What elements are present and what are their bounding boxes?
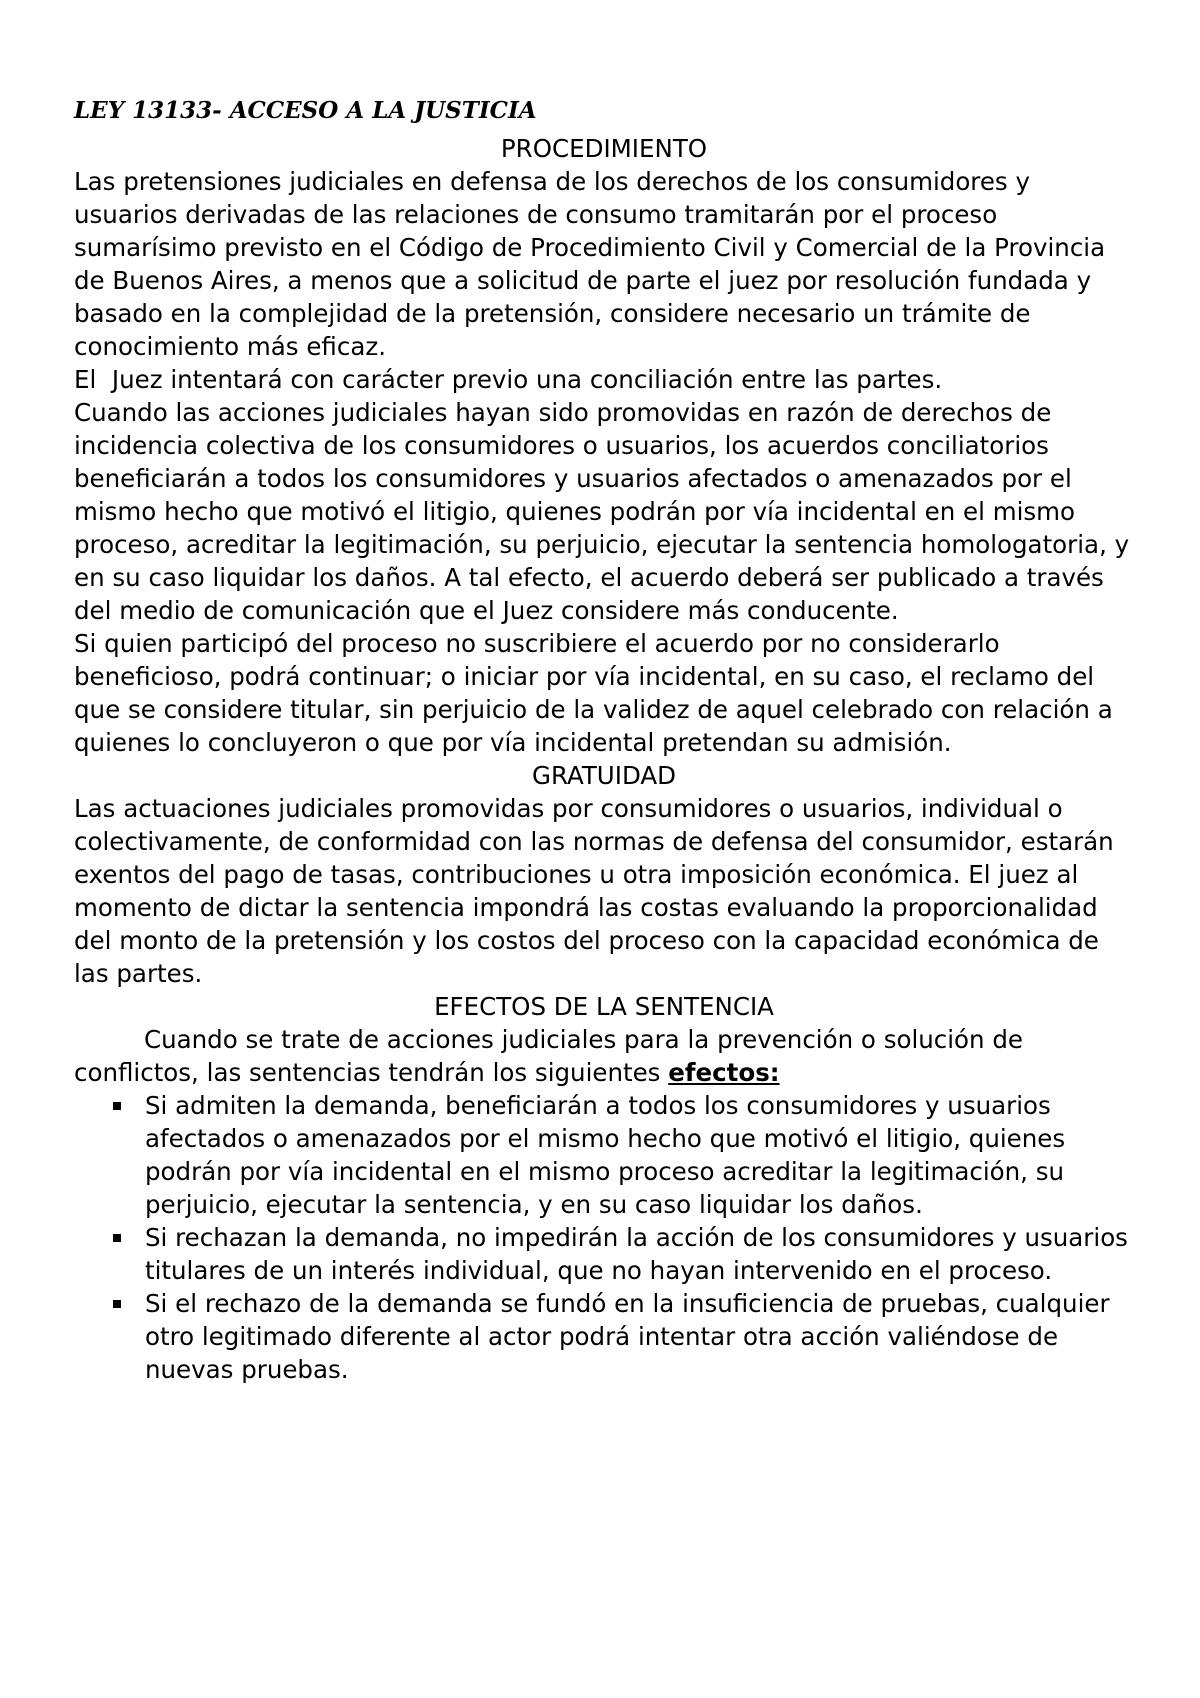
list-item bbox=[74, 1221, 1134, 1287]
heading-efectos: EFECTOS DE LA SENTENCIA bbox=[434, 992, 774, 1021]
heading-gratuidad: GRATUIDAD bbox=[531, 761, 677, 790]
paragraph-procedimiento-1: Las pretensiones judiciales en defensa de los derechos de los consumidores y usuarios derivadas de las relaciones de consumo tramitarán por el proceso sumarísimo previsto en el Código de Procedimiento Civil y Comercial de la Provincia de Buenos Aires, a menos que a solicitud de parte el juez por resolución fundada y basado en la complejidad de la pretensión, considere necesario un trámite de conocimiento más eficaz. bbox=[74, 167, 1106, 361]
list-item-text: Si el rechazo de la demanda se fundó en la insuficiencia de pruebas, cualquier otro legitimado diferente al actor podrá intentar otra acción valiéndose de nuevas pruebas. bbox=[145, 1289, 1110, 1384]
list-item-text: Si rechazan la demanda, no impedirán la acción de los consumidores y usuarios titulares de un interés individual, que no hayan intervenido en el proceso. bbox=[145, 1223, 1128, 1285]
list-item bbox=[74, 1287, 1134, 1386]
efectos-list bbox=[74, 1089, 1134, 1386]
paragraph-procedimiento-2: El Juez intentará con carácter previo una conciliación entre las partes. bbox=[74, 365, 943, 394]
paragraph-procedimiento-4: Si quien participó del proceso no suscribiere el acuerdo por no considerarlo beneficioso, podrá continuar; o iniciar por vía incidental, en su caso, el reclamo del que se considere titular, sin perjuicio de la validez de aquel celebrado con relación a quienes lo concluyeron o que por vía incidental pretendan su admisión. bbox=[74, 629, 1113, 757]
list-item-text: Si admiten la demanda, beneficiarán a todos los consumidores y usuarios afectados o amenazados por el mismo hecho que motivó el litigio, quienes podrán por vía incidental en el mismo proceso acreditar la legitimación, su perjuicio, ejecutar la sentencia, y en su caso liquidar los daños. bbox=[145, 1091, 1066, 1219]
square-bullet-icon bbox=[113, 1300, 121, 1308]
paragraph-procedimiento-3: Cuando las acciones judiciales hayan sido promovidas en razón de derechos de incidencia colectiva de los consumidores o usuarios, los acuerdos conciliatorios beneficiarán a todos los consumidores y usuarios afectados o amenazados por el mismo hecho que motivó el litigio, quienes podrán por vía incidental en el mismo proceso, acreditar la legitimación, su perjuicio, ejecutar la sentencia homologatoria, y en su caso liquidar los daños. A tal efecto, el acuerdo deberá ser publicado a través del medio de comunicación que el Juez considere más conducente. bbox=[74, 398, 1130, 625]
efectos-emphasis: efectos: bbox=[668, 1058, 780, 1087]
document-title: LEY 13133- ACCESO A LA JUSTICIA bbox=[74, 97, 537, 124]
document-page bbox=[74, 92, 1134, 1386]
paragraph-efectos-intro bbox=[74, 1023, 1134, 1089]
paragraph-gratuidad: Las actuaciones judiciales promovidas por consumidores o usuarios, individual o colectivamente, de conformidad con las normas de defensa del consumidor, estarán exentos del pago de tasas, contribuciones u otra imposición económica. El juez al momento de dictar la sentencia impondrá las costas evaluando la proporcionalidad del monto de la pretensión y los costos del proceso con la capacidad económica de las partes. bbox=[74, 794, 1114, 988]
heading-procedimiento: PROCEDIMIENTO bbox=[500, 134, 708, 163]
list-item bbox=[74, 1089, 1134, 1221]
efectos-intro-text: Cuando se trate de acciones judiciales para la prevención o solución de conflictos, las sentencias tendrán los siguientes bbox=[74, 1025, 1023, 1087]
square-bullet-icon bbox=[113, 1102, 121, 1110]
square-bullet-icon bbox=[113, 1234, 121, 1242]
